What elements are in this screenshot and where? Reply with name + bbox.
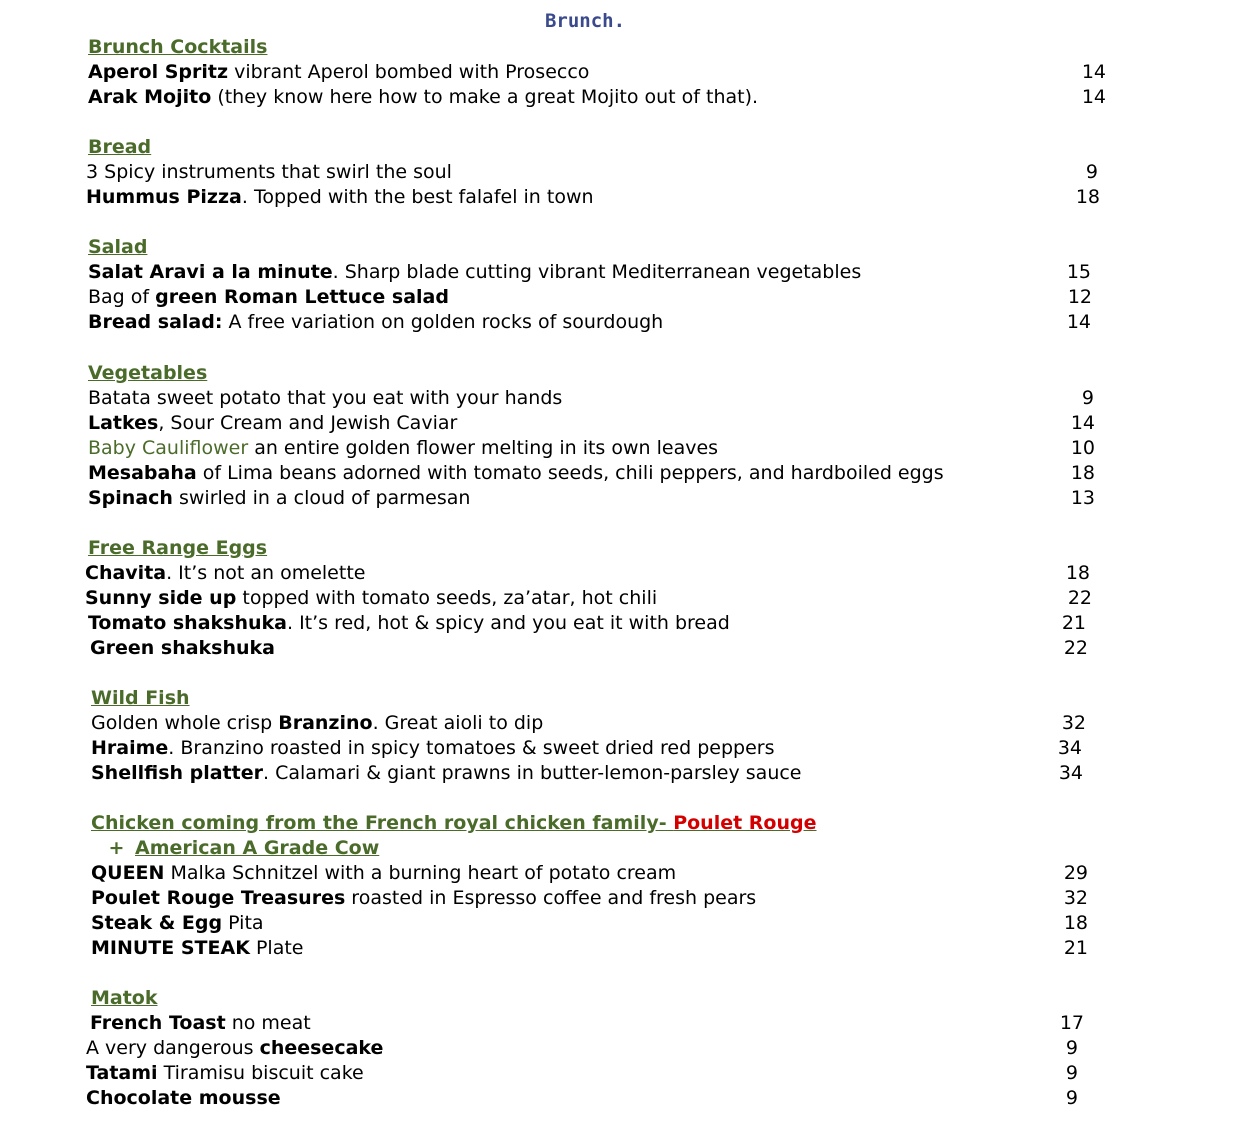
- item-desc: Bag of: [88, 286, 156, 308]
- item-name: Chavita: [85, 562, 167, 584]
- section-heading: Bread: [88, 136, 152, 158]
- menu-item: [0, 1036, 1237, 1061]
- menu-item: [0, 761, 1237, 786]
- item-name: Green shakshuka: [90, 637, 275, 659]
- menu-item: [0, 711, 1237, 736]
- menu-item: [0, 260, 1237, 285]
- section-heading-text: Chicken coming from the French royal chicken family-: [91, 812, 674, 834]
- item-price: 34: [1057, 737, 1082, 759]
- item-price: 22: [1067, 587, 1092, 609]
- menu-item: [0, 436, 1237, 461]
- menu-item: [0, 285, 1237, 310]
- item-desc: . It’s red, hot & spicy and you eat it with bread: [286, 612, 730, 634]
- item-desc: Batata sweet potato that you eat with your hands: [88, 387, 563, 409]
- item-desc: swirled in a cloud of parmesan: [172, 487, 471, 509]
- item-name: Tomato shakshuka: [88, 612, 287, 634]
- item-price: 10: [1070, 437, 1095, 459]
- item-price: 14: [1066, 311, 1091, 333]
- item-desc: A free variation on golden rocks of sourdough: [222, 311, 664, 333]
- section-vegetables: [0, 361, 1237, 511]
- menu-item: [0, 185, 1237, 210]
- menu-item: [0, 1061, 1237, 1086]
- item-name: MINUTE STEAK: [91, 937, 250, 959]
- item-name: Mesabaha: [88, 462, 197, 484]
- item-name: Bread salad:: [88, 311, 223, 333]
- item-desc: Malka Schnitzel with a burning heart of potato cream: [164, 862, 677, 884]
- menu-item: [0, 636, 1237, 661]
- item-price: 18: [1065, 562, 1090, 584]
- item-name: Aperol Spritz: [88, 61, 229, 83]
- menu-item: [0, 911, 1237, 936]
- item-price: 34: [1058, 762, 1083, 784]
- menu-item: [0, 611, 1237, 636]
- menu-item: [0, 85, 1237, 110]
- item-price: 14: [1081, 61, 1106, 83]
- item-desc: . Sharp blade cutting vibrant Mediterranean vegetables: [332, 261, 862, 283]
- item-name: Shellfish platter: [91, 762, 264, 784]
- item-name: Hummus Pizza: [86, 186, 242, 208]
- item-price: 29: [1063, 862, 1088, 884]
- menu-item: [0, 461, 1237, 486]
- bullet-icon: +: [108, 837, 125, 859]
- item-name: Spinach: [88, 487, 173, 509]
- item-desc: no meat: [225, 1012, 311, 1034]
- item-desc: . Branzino roasted in spicy tomatoes & sweet dried red peppers: [168, 737, 775, 759]
- item-desc: Tiramisu biscuit cake: [157, 1062, 364, 1084]
- item-price: 9: [1085, 161, 1098, 183]
- section-eggs: [0, 536, 1237, 661]
- item-price: 9: [1081, 387, 1094, 409]
- item-name: Steak & Egg: [91, 912, 223, 934]
- item-name: Salat Aravi a la minute: [88, 261, 333, 283]
- item-price: 13: [1070, 487, 1095, 509]
- item-price: 32: [1063, 887, 1088, 909]
- item-name: green Roman Lettuce salad: [155, 286, 449, 308]
- section-chicken: [0, 811, 1237, 961]
- item-name: cheesecake: [259, 1037, 384, 1059]
- item-desc: Golden whole crisp: [91, 712, 279, 734]
- item-name: Hraime: [91, 737, 169, 759]
- section-cocktails: [0, 35, 1237, 110]
- subheading-text: American A Grade Cow: [135, 837, 380, 859]
- item-name: Arak Mojito: [88, 86, 212, 108]
- menu-item: [0, 736, 1237, 761]
- item-desc: . Calamari & giant prawns in butter-lemon-parsley sauce: [263, 762, 802, 784]
- item-price: 9: [1065, 1087, 1078, 1109]
- menu-item: [0, 1011, 1237, 1036]
- item-name: Poulet Rouge Treasures: [91, 887, 346, 909]
- section-heading: Free Range Eggs: [88, 537, 268, 559]
- item-name: Chocolate mousse: [86, 1087, 281, 1109]
- section-matok: [0, 986, 1237, 1111]
- item-price: 9: [1065, 1062, 1078, 1084]
- section-heading: [0, 811, 1237, 836]
- item-price: 14: [1081, 86, 1106, 108]
- menu-item: [0, 486, 1237, 511]
- menu-item: [0, 861, 1237, 886]
- item-desc: . It’s not an omelette: [166, 562, 366, 584]
- item-price: 12: [1067, 286, 1092, 308]
- section-heading: Matok: [91, 987, 158, 1009]
- item-price: 22: [1063, 637, 1088, 659]
- section-bread: [0, 135, 1237, 210]
- item-price: 18: [1063, 912, 1088, 934]
- item-desc: topped with tomato seeds, za’atar, hot chili: [236, 587, 658, 609]
- item-name: Latkes: [88, 412, 159, 434]
- item-name: French Toast: [90, 1012, 226, 1034]
- item-desc: of Lima beans adorned with tomato seeds, chili peppers, and hardboiled eggs: [196, 462, 944, 484]
- poulet-rouge-highlight: Poulet Rouge: [673, 812, 817, 834]
- item-desc: . Great aioli to dip: [372, 712, 544, 734]
- item-name: Baby Cauliflower: [88, 437, 249, 459]
- item-price: 18: [1075, 186, 1100, 208]
- item-price: 15: [1066, 261, 1091, 283]
- menu-item: [0, 411, 1237, 436]
- menu-item: [0, 160, 1237, 185]
- item-desc: (they know here how to make a great Mojito out of that).: [211, 86, 759, 108]
- menu-item: [0, 586, 1237, 611]
- item-price: 14: [1070, 412, 1095, 434]
- menu-item: [0, 60, 1237, 85]
- item-price: 32: [1061, 712, 1086, 734]
- menu-item: [0, 886, 1237, 911]
- item-price: 17: [1059, 1012, 1084, 1034]
- item-desc: , Sour Cream and Jewish Caviar: [158, 412, 458, 434]
- item-name: Branzino: [278, 712, 373, 734]
- item-desc: A very dangerous: [86, 1037, 260, 1059]
- item-desc: 3 Spicy instruments that swirl the soul: [86, 161, 452, 183]
- menu-item: [0, 310, 1237, 335]
- item-desc: Pita: [222, 912, 264, 934]
- item-desc: roasted in Espresso coffee and fresh pears: [345, 887, 757, 909]
- menu-item: [0, 936, 1237, 961]
- section-fish: [0, 686, 1237, 786]
- section-heading: Wild Fish: [91, 687, 190, 709]
- section-salad: [0, 235, 1237, 335]
- item-desc: . Topped with the best falafel in town: [241, 186, 594, 208]
- item-price: 18: [1070, 462, 1095, 484]
- section-heading: Brunch Cocktails: [88, 36, 268, 58]
- item-price: 21: [1063, 937, 1088, 959]
- section-subheading: [0, 836, 1237, 861]
- item-desc: vibrant Aperol bombed with Prosecco: [228, 61, 590, 83]
- item-desc: an entire golden flower melting in its own leaves: [248, 437, 719, 459]
- item-name: QUEEN: [91, 862, 165, 884]
- page-title: Brunch.: [544, 10, 626, 32]
- item-price: 21: [1061, 612, 1086, 634]
- item-desc: Plate: [249, 937, 304, 959]
- menu-item: [0, 561, 1237, 586]
- item-name: Tatami: [86, 1062, 158, 1084]
- section-heading: Salad: [88, 236, 148, 258]
- menu-item: [0, 1086, 1237, 1111]
- section-heading: Vegetables: [88, 362, 208, 384]
- menu-item: [0, 386, 1237, 411]
- item-name: Sunny side up: [85, 587, 237, 609]
- item-price: 9: [1065, 1037, 1078, 1059]
